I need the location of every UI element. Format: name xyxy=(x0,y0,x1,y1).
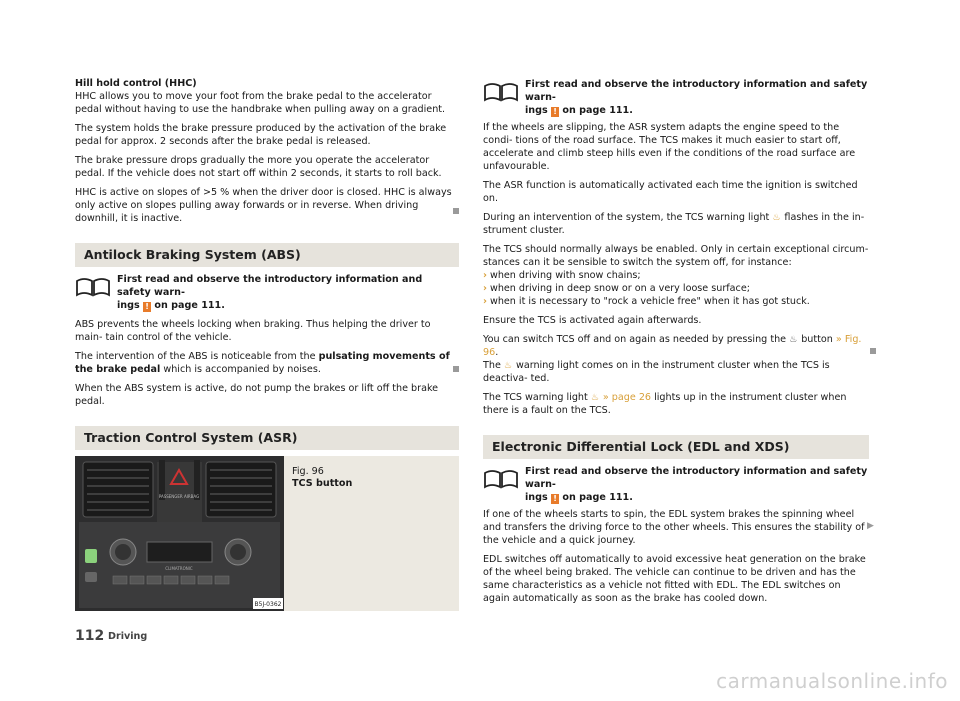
asr-warning-note: First read and observe the introductory information and safety warn- ings ! on page 111. xyxy=(483,78,869,117)
figure-caption xyxy=(292,466,352,490)
svg-text:PASSENGER AIRBAG: PASSENGER AIRBAG xyxy=(158,494,200,499)
section-end-mark xyxy=(453,208,459,214)
figure-title: TCS button xyxy=(292,478,353,489)
edl-paragraph-2: EDL switches off automatically to avoid excessive heat generation on the brake of the wheel being braked. The vehicle can continue to be driven and has the same characteristics as a vehicle not fitted with EDL. The EDL switches on again automatically as soon as the brake has cooled down. xyxy=(483,554,866,604)
fig-96-link[interactable]: » Fig. 96 xyxy=(483,334,862,358)
asr-paragraph-4: The TCS should normally always be enabled. Only in certain exceptional circum- stances can it be sensible to switch the system off, for instance: xyxy=(483,244,869,268)
tcs-warning-light-icon: ♨ xyxy=(772,213,781,223)
right-column xyxy=(483,0,869,605)
hhc-title: Hill hold control (HHC) xyxy=(75,78,197,89)
watermark: carmanualsonline.info xyxy=(716,669,948,693)
list-item: › when driving in deep snow or on a very loose surface; xyxy=(483,283,750,294)
asr-paragraph-2: The ASR function is automatically activated each time the ignition is switched on. xyxy=(483,180,858,204)
tcs-button-icon: ♨ xyxy=(789,335,798,345)
dashboard-photo xyxy=(75,456,284,611)
figure-label: Fig. 96 xyxy=(292,466,324,477)
book-warning-icon xyxy=(483,467,519,489)
page-26-link[interactable]: » page 26 xyxy=(602,392,652,403)
tcs-warning-light-icon: ♨ xyxy=(590,393,599,403)
edl-warning-note: First read and observe the introductory information and safety warn- ings ! on page 111. xyxy=(483,465,869,504)
section-name: Driving xyxy=(108,631,148,642)
hhc-paragraph-3: The brake pressure drops gradually the more you operate the accelerator pedal. If the vehicle does not start off within 2 seconds, it starts to roll back. xyxy=(75,155,442,179)
tcs-off-light-icon: ♨ xyxy=(503,361,512,371)
abs-paragraph-2: The intervention of the ABS is noticeable from the pulsating movements of the brake pedal which is accompanied by noises. xyxy=(75,351,450,375)
book-warning-icon xyxy=(483,80,519,102)
asr-paragraph-1: If the wheels are slipping, the ASR system adapts the engine speed to the condi- tions of the road surface. The TCS makes it much easier to start off, accelerate and climb steep hills even if the conditions of the road surface are unfavourable. xyxy=(483,122,856,172)
asr-heading: Traction Control System (ASR) xyxy=(75,426,459,450)
asr-paragraph-5: Ensure the TCS is activated again afterwards. xyxy=(483,315,702,326)
exclamation-icon: ! xyxy=(143,302,151,312)
svg-text:CLIMATRONIC: CLIMATRONIC xyxy=(165,566,193,571)
book-warning-icon xyxy=(75,275,111,297)
abs-warning-note: First read and observe the introductory information and safety warn- ings ! on page 111. xyxy=(75,273,459,312)
list-item: › when driving with snow chains; xyxy=(483,270,641,281)
asr-paragraph-7: The TCS warning light ♨ » page 26 lights up in the instrument cluster when there is a fault on the TCS. xyxy=(483,392,847,416)
hhc-paragraph-2: The system holds the brake pressure produced by the activation of the brake pedal for approx. 2 seconds after the brake pedal is released. xyxy=(75,123,447,147)
hhc-paragraph-1: HHC allows you to move your foot from the brake pedal to the accelerator pedal without having to use the handbrake when pulling away on a gradient. xyxy=(75,91,446,115)
continue-arrow-icon: ▶ xyxy=(867,521,874,531)
exclamation-icon: ! xyxy=(551,107,559,117)
abs-heading: Antilock Braking System (ABS) xyxy=(75,243,459,267)
list-item: › when it is necessary to "rock a vehicle free" when it has got stuck. xyxy=(483,296,810,307)
asr-paragraph-6: You can switch TCS off and on again as needed by pressing the ♨ button » Fig. 96. The ♨ warning light comes on in the instrument cluster when the TCS is deactiva- ted. xyxy=(483,334,862,384)
asr-paragraph-3: During an intervention of the system, the TCS warning light ♨ flashes in the in- strument cluster. xyxy=(483,212,865,236)
page-number: 112 xyxy=(75,628,105,644)
abs-paragraph-3: When the ABS system is active, do not pump the brakes or lift off the brake pedal. xyxy=(75,383,439,407)
section-end-mark xyxy=(453,366,459,372)
hhc-paragraph-4: HHC is active on slopes of >5 % when the driver door is closed. HHC is always only active on slopes pulling away forwards or in reverse. When driving downhill, it is inactive. xyxy=(75,187,452,224)
edl-paragraph-1: If one of the wheels starts to spin, the EDL system brakes the spinning wheel and transfers the driving force to the other wheels. This ensures the stability of the vehicle and a quick journey. xyxy=(483,509,865,546)
edl-heading: Electronic Differential Lock (EDL and XDS) xyxy=(483,435,869,459)
exclamation-icon: ! xyxy=(551,494,559,504)
abs-paragraph-1: ABS prevents the wheels locking when braking. Thus helping the driver to main- tain control of the vehicle. xyxy=(75,319,431,343)
left-column xyxy=(75,0,459,611)
section-end-mark xyxy=(870,348,876,354)
figure-code: B5J-0362 xyxy=(254,601,282,608)
figure-96 xyxy=(75,456,459,611)
